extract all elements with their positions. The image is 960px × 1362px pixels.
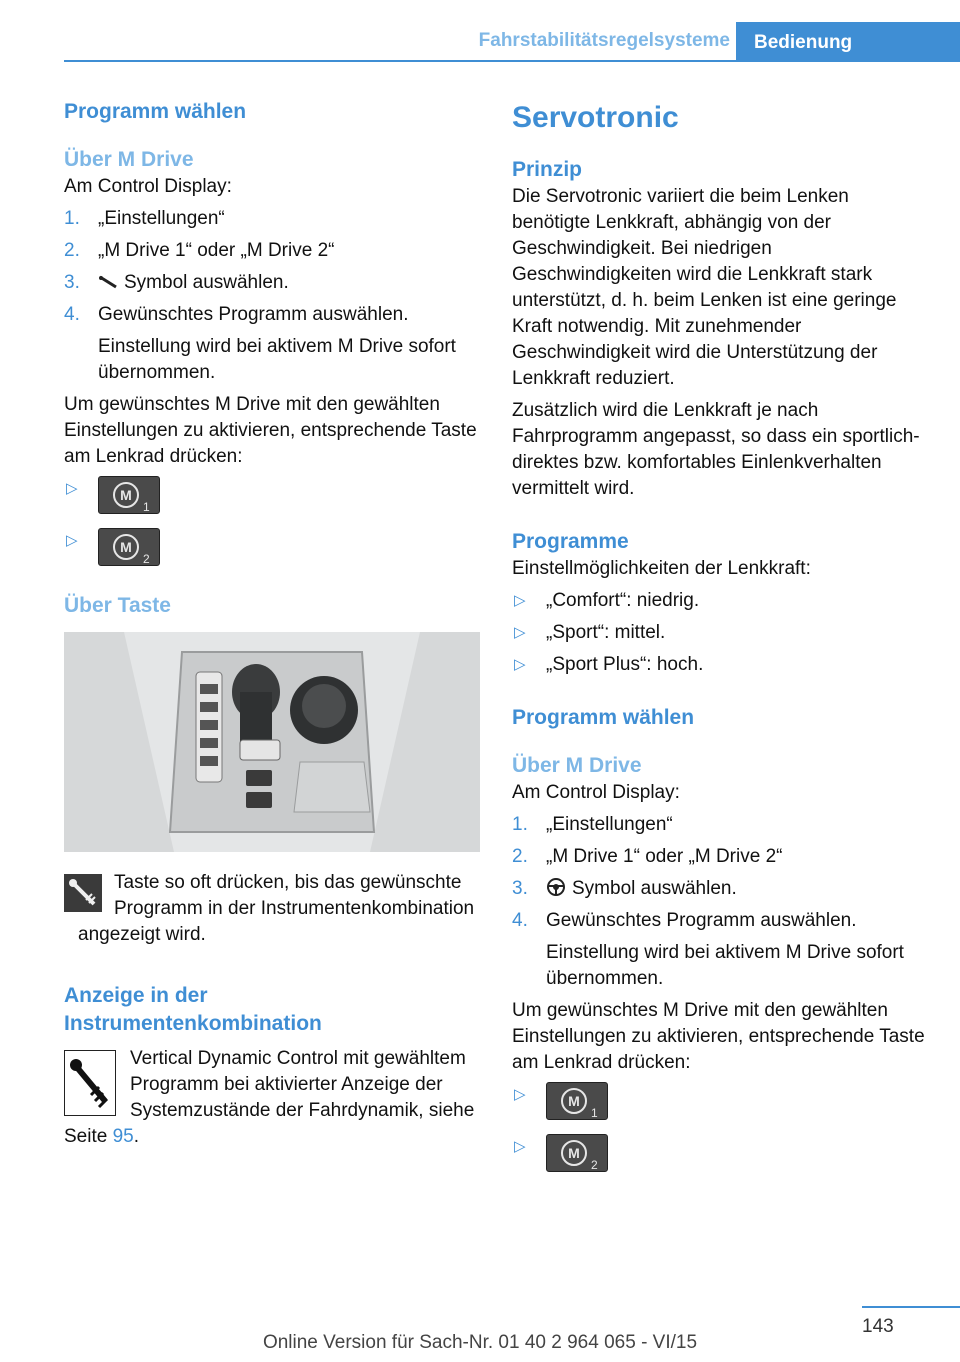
right-programme: Programme [512, 530, 629, 553]
list-item: ▷ M 1 [512, 1082, 928, 1126]
left-heading: Programm wählen [64, 100, 247, 123]
right-button-list [512, 1082, 928, 1178]
right-intro: Am Control Display: [512, 782, 680, 803]
left-intro: Am Control Display: [64, 176, 232, 197]
page-number: 143 [862, 1316, 894, 1337]
step-note: Einstellung wird bei aktivem M Drive sofort übernommen. [546, 942, 904, 989]
left-buttons-text: Um gewünschtes M Drive mit den gewählten Einstellungen zu aktivieren, entsprechende Taste am Lenkrad drücken: [64, 394, 477, 467]
damper-icon [98, 275, 118, 289]
footer-version: Online Version für Sach-Nr. 01 40 2 964 065 - VI/15 [262, 1332, 698, 1353]
m2-button-icon: M 2 [98, 528, 160, 566]
right-column [512, 98, 928, 1178]
left-steps [64, 206, 480, 386]
right-prog-intro: Einstellmöglichkeiten der Lenkkraft: [512, 558, 811, 579]
footer-rule [862, 1306, 960, 1308]
right-heading: Programm wählen [512, 706, 695, 729]
page-link-95[interactable]: 95 [112, 1126, 134, 1147]
right-prinzip: Prinzip [512, 158, 583, 181]
vdc-paragraph [64, 1046, 480, 1150]
left-sub-taste: Über Taste [64, 594, 171, 617]
right-p2: Zusätzlich wird die Lenkkraft je nach Fahrprogramm angepasst, so dass ein sportlich-direktes bzw. komfortables Einlenkverhalten vermittelt wird. [512, 400, 920, 499]
vdc-damper-icon [64, 1050, 116, 1116]
header-tab: Bedienung [736, 22, 960, 62]
damper-button-icon [64, 874, 102, 912]
header-rule [64, 60, 960, 62]
left-sub-mdrive: Über M Drive [64, 148, 194, 171]
left-column [64, 98, 480, 1150]
taste-text: Taste so oft drücken, bis das gewünschte Programm in der Instrumentenkombination angezeigt wird. [78, 872, 475, 945]
list-item: 1. „Einstellungen“ [512, 814, 673, 835]
taste-paragraph [64, 870, 480, 948]
right-title: Servotronic [512, 101, 679, 134]
step-note: Einstellung wird bei aktivem M Drive sofort übernommen. [98, 336, 456, 383]
list-item: ▷ „Sport Plus“: hoch. [514, 654, 704, 675]
list-item: ▷ „Comfort“: niedrig. [514, 590, 700, 611]
right-steps [512, 812, 928, 992]
right-prog-list [512, 588, 928, 678]
list-item: ▷ M 2 [64, 528, 480, 572]
m1-button-icon: M 1 [98, 476, 160, 514]
list-item: 3. Symbol auswählen. [64, 272, 289, 293]
list-item: 2. „M Drive 1“ oder „M Drive 2“ [512, 846, 783, 867]
list-item: 3. Symbol auswählen. [512, 878, 737, 899]
list-item: 4. Gewünschtes Programm auswählen. Einstellung wird bei aktivem M Drive sofort übernommen. [512, 908, 928, 992]
right-p1: Die Servotronic variiert die beim Lenken benötigte Lenkkraft, abhängig von der Geschwindigkeit. Bei niedrigen Geschwindigkeiten wird die Lenkkraft stark unterstützt, d. h. beim Lenken ist eine geringe Kraft notwendig. Mit zunehmender Geschwindigkeit wird die Unterstützung der Lenkkraft reduziert. [512, 186, 897, 389]
list-item: 4. Gewünschtes Programm auswählen. Einstellung wird bei aktivem M Drive sofort übernommen. [64, 302, 480, 386]
left-sub-anzeige: Anzeige in der Instrumentenkombination [64, 984, 322, 1035]
right-sub-mdrive: Über M Drive [512, 754, 642, 777]
list-item: 2. „M Drive 1“ oder „M Drive 2“ [64, 240, 335, 261]
m2-button-icon: M 2 [546, 1134, 608, 1172]
center-console-image [64, 632, 480, 852]
list-item: ▷ M 1 [64, 476, 480, 520]
right-buttons-text: Um gewünschtes M Drive mit den gewählten Einstellungen zu aktivieren, entsprechende Taste am Lenkrad drücken: [512, 1000, 925, 1073]
header-section: Fahrstabilitätsregelsysteme [478, 30, 730, 51]
list-item: ▷ „Sport“: mittel. [514, 622, 666, 643]
list-item: 1. „Einstellungen“ [64, 208, 225, 229]
vdc-text: Vertical Dynamic Control mit gewähltem Programm bei aktivierter Anzeige der Systemzustände der Fahrdynamik, siehe Seite 95. [64, 1048, 475, 1147]
m1-button-icon: M 1 [546, 1082, 608, 1120]
steering-wheel-icon [546, 877, 566, 897]
list-item: ▷ M 2 [512, 1134, 928, 1178]
left-button-list [64, 476, 480, 572]
